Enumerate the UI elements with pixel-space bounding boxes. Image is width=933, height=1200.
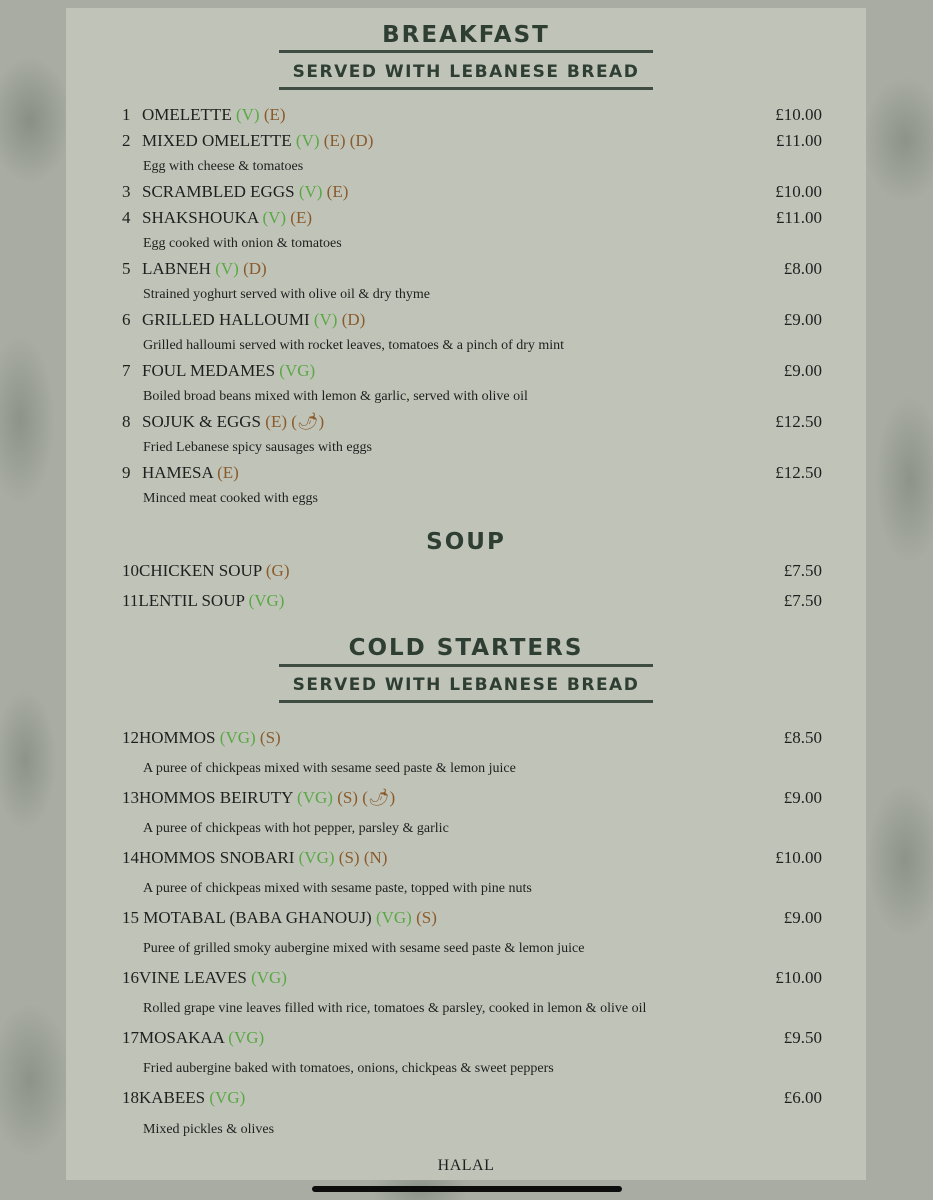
- item-price: £7.50: [783, 561, 822, 580]
- menu-panel: [66, 8, 866, 1180]
- dietary-tag: (VG): [375, 908, 412, 927]
- item-description: Fried Lebanese spicy sausages with eggs: [143, 440, 372, 455]
- menu-item: [122, 908, 826, 930]
- item-number: 15: [122, 908, 139, 927]
- item-description: Grilled halloumi served with rocket leaves, tomatoes & a pinch of dry mint: [143, 338, 565, 353]
- menu-item: [122, 182, 826, 204]
- item-price: £9.00: [783, 788, 822, 807]
- item-description: Minced meat cooked with eggs: [143, 491, 318, 506]
- item-name: HOMMOS SNOBARI: [139, 848, 295, 867]
- item-name: CHICKEN SOUP: [139, 561, 262, 580]
- item-name: LENTIL SOUP: [138, 591, 245, 610]
- item-description: Mixed pickles & olives: [143, 1122, 275, 1137]
- dietary-tag: (S): [338, 848, 360, 867]
- dietary-tag: (V): [295, 131, 320, 150]
- section-title-breakfast: BREAKFAST: [382, 22, 550, 48]
- menu-item: [122, 105, 826, 127]
- item-price: £9.00: [783, 361, 822, 380]
- dietary-tag: (VG): [297, 788, 333, 807]
- item-description: A puree of chickpeas with hot pepper, parsley & garlic: [143, 821, 449, 836]
- section-title-soup: SOUP: [426, 529, 506, 555]
- item-price: £10.00: [775, 105, 822, 124]
- divider-bottom: [279, 700, 653, 703]
- item-price: £12.50: [775, 412, 822, 431]
- menu-item: [122, 463, 826, 485]
- item-number: 17: [122, 1028, 139, 1047]
- dietary-tag: (🌶): [362, 788, 396, 807]
- item-number: 7: [122, 361, 131, 380]
- menu-item: [122, 259, 826, 281]
- item-price: £9.50: [783, 1028, 822, 1047]
- dietary-tag: (E): [290, 208, 313, 227]
- item-description: A puree of chickpeas mixed with sesame seed paste & lemon juice: [143, 761, 516, 776]
- dietary-tag: (E): [323, 131, 346, 150]
- item-name: SCRAMBLED EGGS: [142, 182, 295, 201]
- item-number: 14: [122, 848, 139, 867]
- menu-item: [122, 788, 826, 810]
- home-indicator-bar[interactable]: [312, 1186, 622, 1192]
- item-description: Puree of grilled smoky aubergine mixed with sesame seed paste & lemon juice: [143, 941, 585, 956]
- item-price: £11.00: [775, 131, 822, 150]
- menu-item: [122, 591, 826, 613]
- item-price: £6.00: [783, 1088, 822, 1107]
- item-description: Boiled broad beans mixed with lemon & garlic, served with olive oil: [143, 389, 528, 404]
- divider-bottom: [279, 87, 653, 90]
- item-number: 2: [122, 131, 131, 150]
- menu-item: [122, 1028, 826, 1050]
- menu-item: [122, 208, 826, 230]
- item-price: £9.00: [783, 908, 822, 927]
- menu-item: [122, 1088, 826, 1110]
- dietary-tag: (E): [265, 412, 287, 431]
- dietary-tag: (🌶): [291, 412, 325, 431]
- item-name: MIXED OMELETTE: [142, 131, 292, 150]
- dietary-tag: (VG): [251, 968, 287, 987]
- menu-item: [122, 968, 826, 990]
- dietary-tag: (V): [235, 105, 260, 124]
- menu-item: [122, 848, 826, 870]
- dietary-tag: (VG): [228, 1028, 265, 1047]
- divider-top: [279, 664, 653, 667]
- item-name: OMELETTE: [142, 105, 232, 124]
- dietary-tag: (G): [265, 561, 290, 580]
- item-price: £10.00: [775, 968, 822, 987]
- dietary-tag: (N): [363, 848, 388, 867]
- dietary-tag: (D): [341, 310, 366, 329]
- item-name: SHAKSHOUKA: [142, 208, 259, 227]
- dietary-tag: (E): [263, 105, 286, 124]
- item-number: 13: [122, 788, 139, 807]
- menu-item: [122, 412, 826, 434]
- dietary-tag: (D): [243, 259, 267, 278]
- item-number: 11: [122, 591, 139, 610]
- item-name: HAMESA: [142, 463, 213, 482]
- item-name: HOMMOS BEIRUTY: [139, 788, 293, 807]
- item-number: 9: [122, 463, 131, 482]
- item-description: Egg with cheese & tomatoes: [143, 159, 304, 174]
- item-name: SOJUK & EGGS: [142, 412, 262, 431]
- item-name: HOMMOS: [139, 728, 216, 747]
- item-number: 3: [122, 182, 131, 201]
- dietary-tag: (E): [326, 182, 349, 201]
- dietary-tag: (S): [416, 908, 437, 927]
- item-number: 4: [122, 208, 131, 227]
- menu-item: [122, 310, 826, 332]
- menu-item: [122, 728, 826, 750]
- item-description: A puree of chickpeas mixed with sesame paste, topped with pine nuts: [143, 881, 532, 896]
- section-subtitle-cold-starters: SERVED WITH LEBANESE BREAD: [292, 675, 640, 695]
- item-price: £8.00: [783, 259, 822, 278]
- item-price: £9.00: [783, 310, 822, 329]
- item-price: £11.00: [775, 208, 822, 227]
- dietary-tag: (V): [215, 259, 239, 278]
- item-price: £10.00: [775, 848, 822, 867]
- dietary-tag: (VG): [248, 591, 285, 610]
- dietary-tag: (V): [313, 310, 338, 329]
- item-number: 10: [122, 561, 139, 580]
- item-number: 8: [122, 412, 131, 431]
- halal-label: HALAL: [437, 1157, 495, 1174]
- item-name: MOSAKAA: [139, 1028, 225, 1047]
- dietary-tag: (VG): [219, 728, 256, 747]
- item-price: £7.50: [783, 591, 822, 610]
- section-subtitle-breakfast: SERVED WITH LEBANESE BREAD: [292, 62, 640, 82]
- item-number: 1: [122, 105, 131, 124]
- item-number: 18: [122, 1088, 139, 1107]
- divider-top: [279, 50, 653, 53]
- item-name: KABEES: [139, 1088, 206, 1107]
- item-price: £12.50: [775, 463, 822, 482]
- item-description: Fried aubergine baked with tomatoes, onions, chickpeas & sweet peppers: [143, 1061, 554, 1076]
- item-name: LABNEH: [142, 259, 211, 278]
- item-name: MOTABAL (BABA GHANOUJ): [139, 908, 372, 927]
- dietary-tag: (VG): [298, 848, 335, 867]
- dietary-tag: (D): [349, 131, 374, 150]
- item-number: 16: [122, 968, 139, 987]
- section-title-cold-starters: COLD STARTERS: [348, 635, 584, 661]
- item-description: Egg cooked with onion & tomatoes: [143, 236, 342, 251]
- dietary-tag: (V): [298, 182, 323, 201]
- item-name: VINE LEAVES: [139, 968, 247, 987]
- item-number: 12: [122, 728, 139, 747]
- dietary-tag: (VG): [279, 361, 316, 380]
- menu-item: [122, 131, 826, 153]
- dietary-tag: (S): [337, 788, 358, 807]
- item-price: £10.00: [775, 182, 822, 201]
- item-description: Rolled grape vine leaves filled with rice, tomatoes & parsley, cooked in lemon & olive oil: [143, 1001, 647, 1016]
- dietary-tag: (VG): [209, 1088, 246, 1107]
- item-price: £8.50: [783, 728, 822, 747]
- item-name: GRILLED HALLOUMI: [142, 310, 310, 329]
- menu-item: [122, 361, 826, 383]
- item-number: 5: [122, 259, 131, 278]
- dietary-tag: (E): [217, 463, 239, 482]
- item-name: FOUL MEDAMES: [142, 361, 276, 380]
- item-number: 6: [122, 310, 131, 329]
- menu-item: [122, 561, 826, 583]
- item-description: Strained yoghurt served with olive oil & dry thyme: [143, 287, 430, 302]
- dietary-tag: (V): [262, 208, 287, 227]
- dietary-tag: (S): [259, 728, 281, 747]
